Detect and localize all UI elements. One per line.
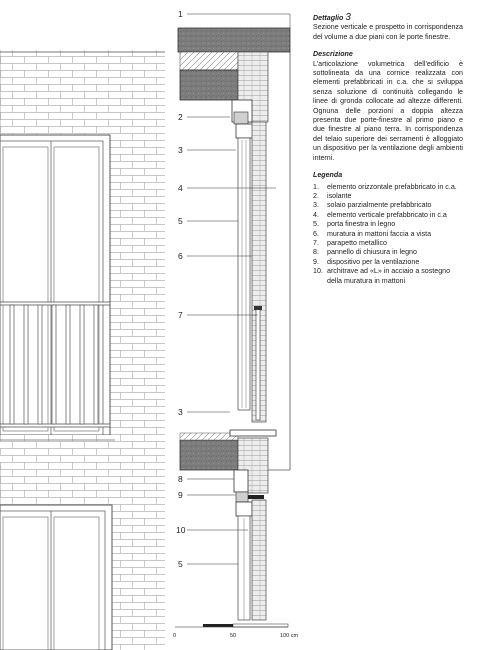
legend-item-text: porta finestra in legno — [327, 220, 396, 229]
legend-item-text: architrave ad «L» in acciaio a sostegno della muratura in mattoni — [327, 267, 451, 285]
legend-item — [313, 211, 463, 220]
callout-7: 7 — [178, 310, 183, 320]
callout-4: 4 — [178, 183, 183, 193]
legend-item-number: 9. — [313, 257, 319, 266]
legend-item-text: elemento orizzontale prefabbricato in c.a. — [327, 182, 457, 191]
callout-2: 2 — [178, 112, 183, 122]
legend-item — [313, 192, 463, 201]
railing-cap — [254, 306, 262, 310]
floor-slab — [180, 440, 238, 470]
legend-heading: Legenda — [313, 171, 343, 180]
legend-item-text: muratura in mattoni faccia a vista — [327, 229, 432, 238]
legend-item-number: 10. — [313, 267, 323, 276]
railing-baluster — [66, 305, 70, 424]
legend-list — [313, 183, 463, 286]
legend-item — [313, 230, 463, 239]
legend-item-number: 8. — [313, 248, 319, 257]
legend-item-number: 2. — [313, 191, 319, 200]
railing-section — [256, 308, 260, 420]
elevation-view — [0, 50, 165, 650]
legend-item-number: 5. — [313, 220, 319, 229]
legend-item — [313, 183, 463, 192]
legend-item-text: parapetto metallico — [327, 238, 387, 247]
closing-panel — [234, 470, 248, 492]
upper-vent-device — [234, 112, 248, 124]
callout-5b: 5 — [178, 559, 183, 569]
lower-vent-device — [236, 492, 248, 502]
railing-baluster — [80, 305, 84, 424]
detail-title — [313, 13, 463, 23]
window-lower — [0, 505, 112, 650]
legend-item — [313, 201, 463, 210]
railing-bottom-bar — [0, 424, 110, 427]
legend-item-text: pannello di chiusura in legno — [327, 248, 417, 257]
lower-brick-wall — [252, 500, 266, 620]
sill-flashing — [230, 430, 276, 436]
description-heading: Descrizione — [313, 50, 353, 59]
railing-baluster — [24, 305, 28, 424]
caption-panel — [313, 13, 463, 286]
railing-baluster — [52, 305, 56, 424]
detail-title-prefix: Dettaglio — [313, 14, 344, 22]
legend-item — [313, 248, 463, 257]
railing-baluster — [38, 305, 42, 424]
cornice-insulation — [180, 52, 238, 70]
lower-window-head — [236, 502, 252, 516]
detail-title-number: 3 — [345, 12, 351, 23]
railing-baluster — [10, 305, 14, 424]
scale-label-100: 100 cm — [280, 633, 299, 639]
steel-lintel — [248, 495, 264, 499]
window-leaf-section — [238, 138, 250, 410]
floor-band — [0, 435, 165, 465]
window-reveal-lower — [0, 505, 112, 650]
detail-intro: Sezione verticale e prospetto in corrispondenza del volume a due piani con le porte finestre. — [313, 23, 463, 41]
callout-1: 1 — [178, 9, 183, 19]
railing-baluster — [94, 305, 98, 424]
railing-top-bar — [0, 302, 110, 305]
description-text: L’articolazione volumetrica dell’edificio è sottolineata da una cornice realizzata con elementi prefabbricati in c.a. che si sviluppa senza soluzione di continuità collegando le linee di gronda collocate ad altezze differenti. Ognuna delle porzioni a doppia altezza presenta due porte-finestre al primo piano e due finestre al piano terra. In corrispondenza del telaio superiore dei serramenti è alloggiato un dispositivo per la ventilazione degli ambienti interni. — [313, 59, 463, 162]
callout-3: 3 — [178, 145, 183, 155]
callout-10: 10 — [176, 525, 186, 535]
legend-item — [313, 267, 463, 286]
upper-slab — [180, 70, 238, 100]
legend-item — [313, 258, 463, 267]
legend-item-number: 6. — [313, 229, 319, 238]
scale-label-0: 0 — [173, 633, 177, 639]
legend-item-number: 3. — [313, 201, 319, 210]
legend-item-number: 4. — [313, 210, 319, 219]
legend-item-number: 7. — [313, 238, 319, 247]
scale-bar — [173, 624, 298, 639]
legend-item-text: solaio parzialmente prefabbricato — [327, 201, 432, 210]
window-head-frame — [236, 124, 254, 138]
scale-bar-black — [203, 624, 233, 627]
scale-label-50: 50 — [230, 633, 237, 639]
callout-8: 8 — [178, 474, 183, 484]
legend-item-text: dispositivo per la ventilazione — [327, 257, 420, 266]
legend-item-text: elemento verticale prefabbricato in c.a — [327, 210, 447, 219]
legend-item — [313, 239, 463, 248]
scale-bar-white — [233, 624, 288, 627]
legend-item — [313, 220, 463, 229]
precast-cornice — [178, 28, 290, 52]
legend-item-number: 1. — [313, 182, 319, 191]
slab-insulation — [180, 433, 238, 440]
callout-3b: 3 — [178, 407, 183, 417]
callout-5: 5 — [178, 216, 183, 226]
callout-6: 6 — [178, 251, 183, 261]
legend-item-text: isolante — [327, 191, 352, 200]
callout-9: 9 — [178, 490, 183, 500]
